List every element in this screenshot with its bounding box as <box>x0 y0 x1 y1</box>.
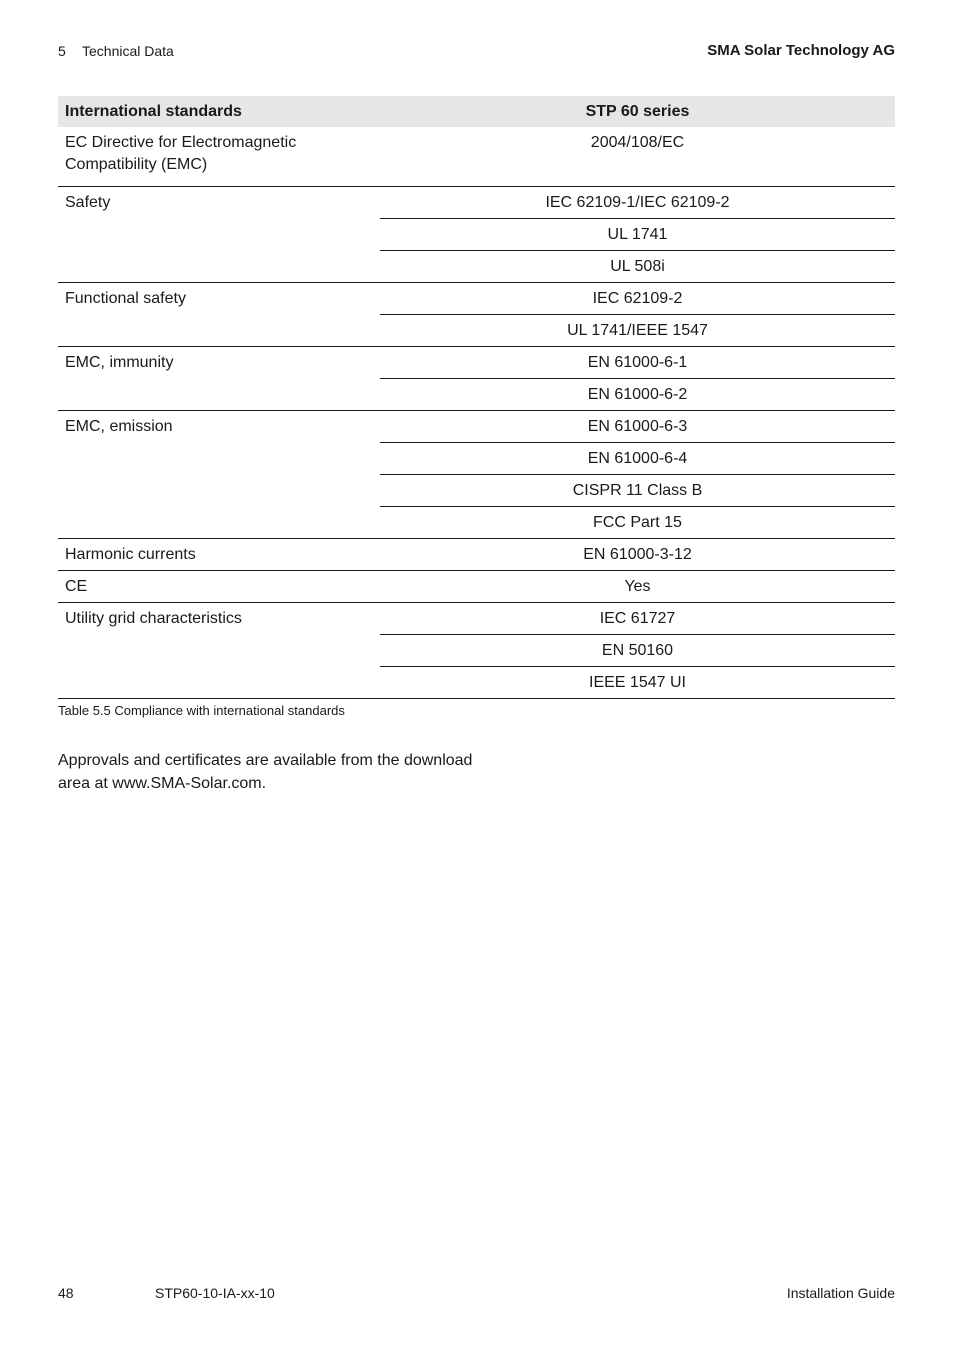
table-row <box>58 539 895 571</box>
document-type: Installation Guide <box>786 1285 895 1301</box>
standard-category-label: Functional safety <box>58 283 380 347</box>
chapter-title: Technical Data <box>82 43 174 59</box>
standard-value: EN 50160 <box>380 635 895 667</box>
standard-value: EN 61000-3-12 <box>380 539 895 571</box>
standard-category-label: CE <box>58 571 380 603</box>
table-row <box>58 187 895 219</box>
standard-value: IEC 62109-2 <box>380 283 895 315</box>
standard-value: UL 1741 <box>380 219 895 251</box>
table-row <box>58 603 895 635</box>
page-number: 48 <box>58 1285 74 1301</box>
standard-value: IEC 62109-1/IEC 62109-2 <box>380 187 895 219</box>
standard-value: EN 61000-6-1 <box>380 347 895 379</box>
standard-value: EN 61000-6-4 <box>380 443 895 475</box>
standard-value: IEEE 1547 UI <box>380 667 895 699</box>
standard-value: FCC Part 15 <box>380 507 895 539</box>
table-caption: Table 5.5 Compliance with international standards <box>58 703 345 718</box>
standard-category-label: Safety <box>58 187 380 283</box>
running-header-chapter <box>58 43 174 59</box>
standard-category-label: Harmonic currents <box>58 539 380 571</box>
standard-value: UL 508i <box>380 251 895 283</box>
table-row <box>58 127 895 187</box>
approvals-note: Approvals and certificates are available from the download area at www.SMA-Solar.com. <box>58 752 473 792</box>
standard-category-label: Utility grid characteristics <box>58 603 380 699</box>
standard-value: EN 61000-6-3 <box>380 411 895 443</box>
table-row <box>58 411 895 443</box>
standard-value: 2004/108/EC <box>380 127 895 187</box>
company-name: SMA Solar Technology AG <box>707 42 895 59</box>
column-header-series: STP 60 series <box>380 96 895 127</box>
standard-value: IEC 61727 <box>380 603 895 635</box>
column-header-standards: International standards <box>58 96 380 127</box>
table-row <box>58 283 895 315</box>
standards-table <box>58 96 895 699</box>
table-row <box>58 571 895 603</box>
chapter-number: 5 <box>58 43 66 59</box>
standard-category-label: EC Directive for Electromagnetic Compatibility (EMC) <box>58 127 380 187</box>
standard-value: Yes <box>380 571 895 603</box>
standard-category-label: EMC, emission <box>58 411 380 539</box>
standard-value: UL 1741/IEEE 1547 <box>380 315 895 347</box>
table-row <box>58 347 895 379</box>
table-body <box>58 127 895 699</box>
table-header-row <box>58 96 895 127</box>
standard-category-label: EMC, immunity <box>58 347 380 411</box>
standard-value: EN 61000-6-2 <box>380 379 895 411</box>
standard-value: CISPR 11 Class B <box>380 475 895 507</box>
document-code: STP60-10-IA-xx-10 <box>155 1285 275 1301</box>
